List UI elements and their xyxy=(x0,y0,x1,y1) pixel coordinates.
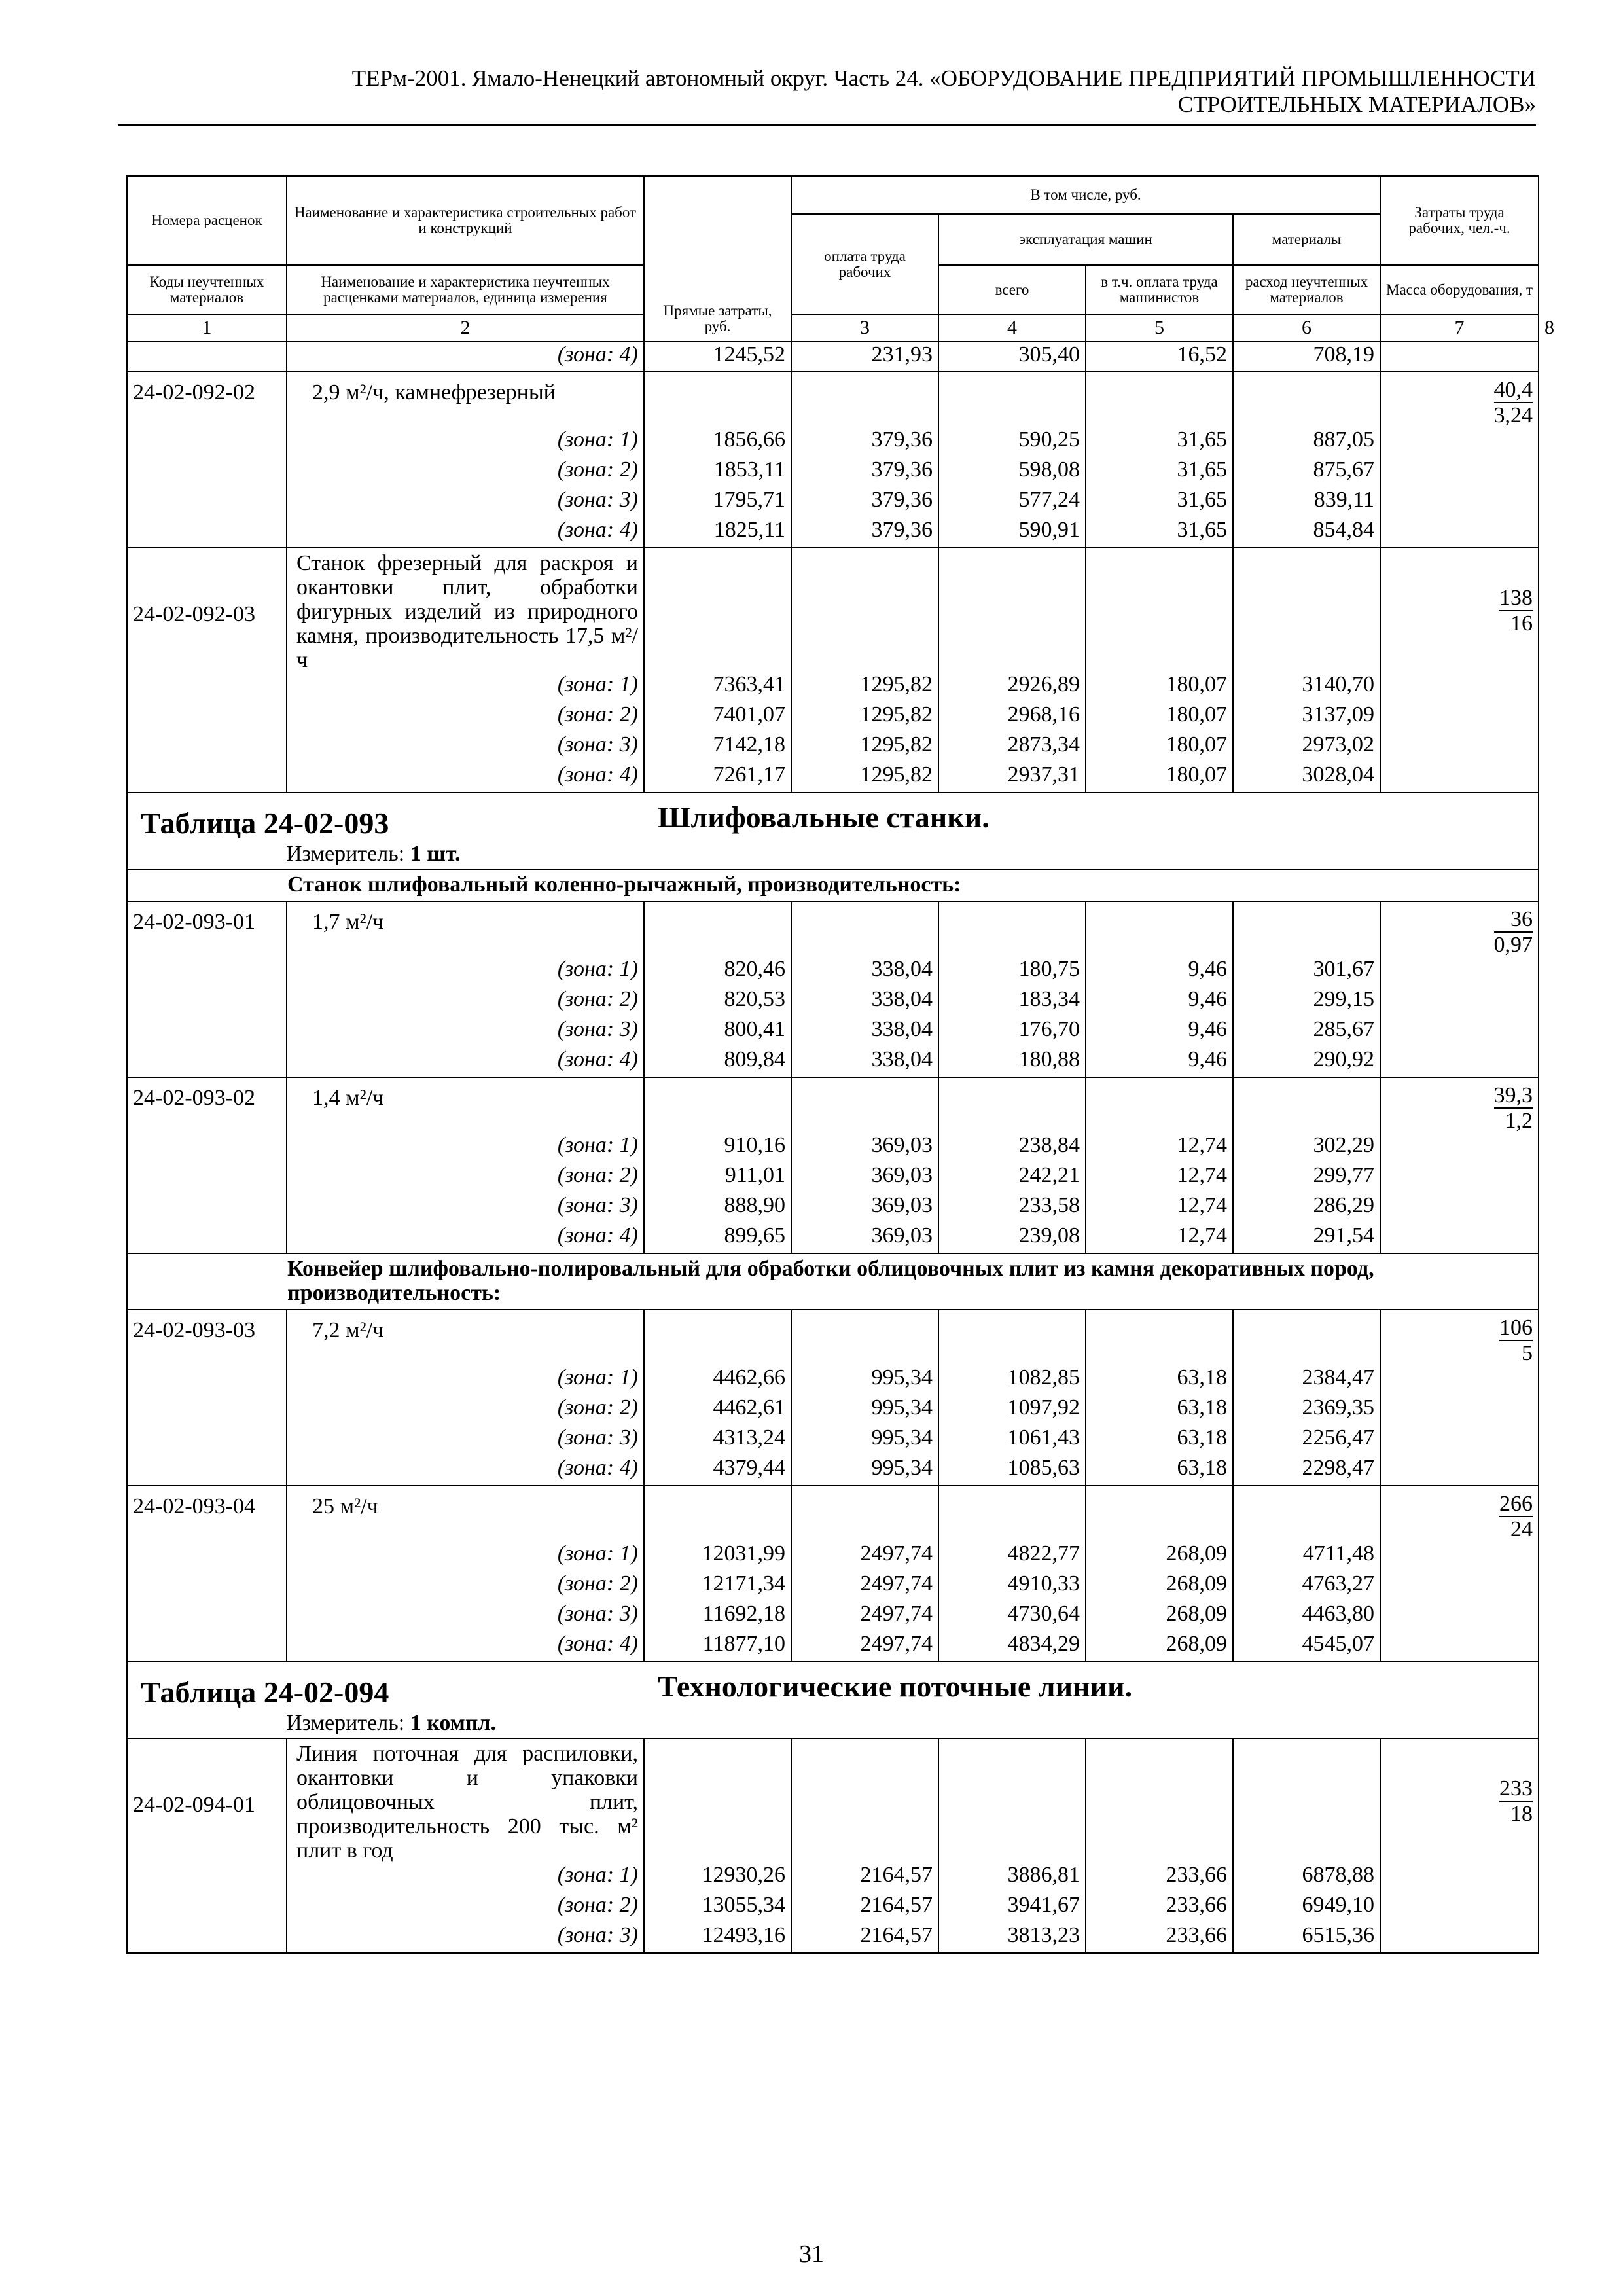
value-cell: 16,52 xyxy=(1086,342,1233,372)
value-cell: 231,93 xyxy=(791,342,938,372)
zone-label: (зона: 2) xyxy=(287,1163,644,1193)
value-cell: 338,04 xyxy=(791,1017,938,1047)
value-cell: 9,46 xyxy=(1086,987,1233,1017)
col-equipment-mass: Масса оборудования, т xyxy=(1380,265,1539,315)
labor-mass-cell xyxy=(1380,372,1539,427)
rate-item-row xyxy=(127,901,1539,957)
value-cell: 12,74 xyxy=(1086,1193,1233,1223)
value-cell: 369,03 xyxy=(791,1193,938,1223)
table-body xyxy=(127,342,1539,1953)
equipment-mass: 24 xyxy=(1510,1517,1533,1541)
value-cell: 369,03 xyxy=(791,1133,938,1163)
value-cell: 290,92 xyxy=(1233,1047,1380,1077)
value-cell: 268,09 xyxy=(1086,1571,1233,1602)
value-cell: 63,18 xyxy=(1086,1426,1233,1456)
value-cell: 12930,26 xyxy=(644,1863,791,1893)
value-cell: 1825,11 xyxy=(644,518,791,548)
value-cell: 180,07 xyxy=(1086,732,1233,762)
value-cell: 4462,61 xyxy=(644,1395,791,1426)
value-cell: 299,15 xyxy=(1233,987,1380,1017)
labor-mass-fraction xyxy=(1494,1083,1533,1133)
value-cell: 4463,80 xyxy=(1233,1602,1380,1632)
value-cell: 12493,16 xyxy=(644,1923,791,1953)
value-cell: 301,67 xyxy=(1233,957,1380,987)
value-cell: 268,09 xyxy=(1086,1541,1233,1571)
value-cell: 239,08 xyxy=(938,1223,1086,1253)
value-cell: 2164,57 xyxy=(791,1863,938,1893)
col-rate-numbers: Номера расценок xyxy=(127,176,287,265)
zone-row xyxy=(127,1923,1539,1953)
value-cell: 708,19 xyxy=(1233,342,1380,372)
zone-row xyxy=(127,1602,1539,1632)
value-cell: 2298,47 xyxy=(1233,1456,1380,1486)
col-materials-usage: расход неучтенных материалов xyxy=(1233,265,1380,315)
value-cell: 800,41 xyxy=(644,1017,791,1047)
value-cell: 31,65 xyxy=(1086,488,1233,518)
value-cell: 6949,10 xyxy=(1233,1893,1380,1923)
rates-table xyxy=(126,175,1555,1954)
value-cell: 2937,31 xyxy=(938,762,1086,793)
zone-row xyxy=(127,702,1539,732)
col-num: 3 xyxy=(791,315,938,342)
value-cell: 2497,74 xyxy=(791,1571,938,1602)
zone-row xyxy=(127,1163,1539,1193)
labor-cost: 40,4 xyxy=(1493,378,1533,402)
rate-name: 1,7 м²/ч xyxy=(287,901,644,957)
col-direct-costs: Прямые затраты, руб. xyxy=(644,176,791,342)
zone-label: (зона: 2) xyxy=(287,1571,644,1602)
value-cell: 9,46 xyxy=(1086,1047,1233,1077)
value-cell: 13055,34 xyxy=(644,1893,791,1923)
zone-label: (зона: 4) xyxy=(287,1456,644,1486)
value-cell: 1856,66 xyxy=(644,427,791,457)
value-cell: 63,18 xyxy=(1086,1456,1233,1486)
value-cell: 820,46 xyxy=(644,957,791,987)
measure xyxy=(141,1711,1533,1735)
value-cell: 1295,82 xyxy=(791,732,938,762)
value-cell: 1061,43 xyxy=(938,1426,1086,1456)
table-title: Таблица 24-02-093 xyxy=(141,806,389,840)
zone-label: (зона: 1) xyxy=(287,1541,644,1571)
value-cell: 379,36 xyxy=(791,457,938,488)
value-cell: 379,36 xyxy=(791,427,938,457)
value-cell: 305,40 xyxy=(938,342,1086,372)
value-cell: 3140,70 xyxy=(1233,672,1380,702)
zone-label: (зона: 1) xyxy=(287,1133,644,1163)
value-cell: 63,18 xyxy=(1086,1365,1233,1395)
value-cell: 6878,88 xyxy=(1233,1863,1380,1893)
value-cell: 910,16 xyxy=(644,1133,791,1163)
value-cell: 875,67 xyxy=(1233,457,1380,488)
value-cell: 2497,74 xyxy=(791,1632,938,1662)
value-cell: 233,58 xyxy=(938,1193,1086,1223)
labor-cost: 233 xyxy=(1499,1776,1533,1801)
value-cell: 2164,57 xyxy=(791,1923,938,1953)
table-title: Таблица 24-02-094 xyxy=(141,1676,389,1709)
rates-table-wrapper xyxy=(126,175,1555,1954)
zone-row xyxy=(127,1193,1539,1223)
zone-label: (зона: 1) xyxy=(287,672,644,702)
value-cell: 4730,64 xyxy=(938,1602,1086,1632)
value-cell: 3886,81 xyxy=(938,1863,1086,1893)
labor-mass-fraction xyxy=(1499,586,1533,636)
column-numbers-row: 1 2 3 4 5 6 7 8 xyxy=(127,315,1539,342)
labor-mass-cell xyxy=(1380,1486,1539,1541)
value-cell: 31,65 xyxy=(1086,457,1233,488)
col-unaccounted-names: Наименование и характеристика неучтенных расценками материалов, единица измерения xyxy=(287,265,644,315)
value-cell: 854,84 xyxy=(1233,518,1380,548)
value-cell: 12031,99 xyxy=(644,1541,791,1571)
value-cell: 3813,23 xyxy=(938,1923,1086,1953)
zone-row xyxy=(127,427,1539,457)
value-cell: 11692,18 xyxy=(644,1602,791,1632)
rate-code: 24-02-094-01 xyxy=(127,1738,287,1863)
value-cell: 12,74 xyxy=(1086,1163,1233,1193)
value-cell: 590,25 xyxy=(938,427,1086,457)
zone-row xyxy=(127,672,1539,702)
value-cell: 4910,33 xyxy=(938,1571,1086,1602)
zone-label: (зона: 2) xyxy=(287,702,644,732)
value-cell: 63,18 xyxy=(1086,1395,1233,1426)
labor-cost: 106 xyxy=(1499,1316,1533,1340)
value-cell: 31,65 xyxy=(1086,427,1233,457)
value-cell: 820,53 xyxy=(644,987,791,1017)
labor-mass-cell xyxy=(1380,548,1539,672)
equipment-mass: 0,97 xyxy=(1493,933,1533,957)
value-cell: 180,88 xyxy=(938,1047,1086,1077)
table-title-row xyxy=(127,1662,1539,1738)
value-cell: 6515,36 xyxy=(1233,1923,1380,1953)
value-cell: 598,08 xyxy=(938,457,1086,488)
group-title: Станок шлифовальный коленно-рычажный, производительность: xyxy=(287,872,961,897)
labor-mass-cell xyxy=(1380,1310,1539,1365)
table-name: Шлифовальные станки. xyxy=(658,800,990,834)
labor-cost: 36 xyxy=(1494,907,1533,933)
value-cell: 899,65 xyxy=(644,1223,791,1253)
labor-cost: 138 xyxy=(1499,585,1533,610)
value-cell: 299,77 xyxy=(1233,1163,1380,1193)
zone-label: (зона: 4) xyxy=(287,1223,644,1253)
zone-label: (зона: 3) xyxy=(287,1923,644,1953)
value-cell: 2369,35 xyxy=(1233,1395,1380,1426)
value-cell: 887,05 xyxy=(1233,427,1380,457)
zone-row xyxy=(127,732,1539,762)
measure-value: 1 компл. xyxy=(410,1711,497,1735)
group-title: Конвейер шлифовально-полировальный для обработки облицовочных плит из камня декоративных пород, производительность: xyxy=(287,1257,1374,1305)
value-cell: 2873,34 xyxy=(938,732,1086,762)
zone-label: (зона: 1) xyxy=(287,1863,644,1893)
value-cell: 369,03 xyxy=(791,1223,938,1253)
value-cell: 285,67 xyxy=(1233,1017,1380,1047)
rate-name: 7,2 м²/ч xyxy=(287,1310,644,1365)
value-cell: 302,29 xyxy=(1233,1133,1380,1163)
zone-label: (зона: 2) xyxy=(287,1395,644,1426)
value-cell: 242,21 xyxy=(938,1163,1086,1193)
rate-code: 24-02-093-02 xyxy=(127,1077,287,1133)
value-cell: 4763,27 xyxy=(1233,1571,1380,1602)
col-unaccounted-codes: Коды неучтенных материалов xyxy=(127,265,287,315)
rate-item-row xyxy=(127,1077,1539,1133)
zone-label: (зона: 3) xyxy=(287,1193,644,1223)
zone-label: (зона: 2) xyxy=(287,457,644,488)
value-cell: 3941,67 xyxy=(938,1893,1086,1923)
col-num: 4 xyxy=(938,315,1086,342)
labor-mass-cell xyxy=(1380,1077,1539,1133)
value-cell: 1082,85 xyxy=(938,1365,1086,1395)
value-cell: 1853,11 xyxy=(644,457,791,488)
page-number: 31 xyxy=(799,2240,824,2268)
value-cell: 238,84 xyxy=(938,1133,1086,1163)
value-cell: 180,07 xyxy=(1086,702,1233,732)
value-cell: 809,84 xyxy=(644,1047,791,1077)
measure xyxy=(141,842,1533,866)
col-rate-names: Наименование и характеристика строительных работ и конструкций xyxy=(287,176,644,265)
value-cell: 9,46 xyxy=(1086,1017,1233,1047)
rate-item-row xyxy=(127,1486,1539,1541)
zone-label: (зона: 4) xyxy=(287,1047,644,1077)
running-header xyxy=(118,65,1536,118)
value-cell: 369,03 xyxy=(791,1163,938,1193)
col-num: 6 xyxy=(1233,315,1380,342)
value-cell: 1795,71 xyxy=(644,488,791,518)
col-total: всего xyxy=(938,265,1086,315)
col-labor-costs: Затраты труда рабочих, чел.-ч. xyxy=(1380,176,1539,265)
rate-code: 24-02-093-03 xyxy=(127,1310,287,1365)
value-cell: 2973,02 xyxy=(1233,732,1380,762)
col-num: 5 xyxy=(1086,315,1233,342)
rate-item-row xyxy=(127,1310,1539,1365)
rate-name: Линия поточная для распиловки, окантовки и упаковки облицовочных плит, производительность 200 тыс. м² плит в год xyxy=(287,1738,644,1863)
rate-name: 2,9 м²/ч, камнефрезерный xyxy=(287,372,644,427)
value-cell: 12,74 xyxy=(1086,1133,1233,1163)
value-cell: 4834,29 xyxy=(938,1632,1086,1662)
rate-code: 24-02-093-01 xyxy=(127,901,287,957)
rate-code: 24-02-092-03 xyxy=(127,548,287,672)
zone-row xyxy=(127,957,1539,987)
value-cell: 291,54 xyxy=(1233,1223,1380,1253)
zone-label: (зона: 3) xyxy=(287,732,644,762)
value-cell: 268,09 xyxy=(1086,1602,1233,1632)
zone-label: (зона: 3) xyxy=(287,1602,644,1632)
zone-label: (зона: 4) xyxy=(287,1632,644,1662)
value-cell: 379,36 xyxy=(791,488,938,518)
value-cell: 3137,09 xyxy=(1233,702,1380,732)
rate-code: 24-02-092-02 xyxy=(127,372,287,427)
rate-name: 25 м²/ч xyxy=(287,1486,644,1541)
labor-mass-fraction xyxy=(1499,1492,1533,1541)
value-cell: 4711,48 xyxy=(1233,1541,1380,1571)
value-cell: 2968,16 xyxy=(938,702,1086,732)
value-cell: 7401,07 xyxy=(644,702,791,732)
value-cell: 4313,24 xyxy=(644,1426,791,1456)
value-cell: 11877,10 xyxy=(644,1632,791,1662)
value-cell: 233,66 xyxy=(1086,1893,1233,1923)
value-cell: 180,07 xyxy=(1086,672,1233,702)
zone-label: (зона: 2) xyxy=(287,1893,644,1923)
value-cell: 2497,74 xyxy=(791,1602,938,1632)
value-cell: 995,34 xyxy=(791,1365,938,1395)
rate-name: 1,4 м²/ч xyxy=(287,1077,644,1133)
zone-label: (зона: 4) xyxy=(287,762,644,793)
zone-label: (зона: 3) xyxy=(287,1426,644,1456)
value-cell: 2384,47 xyxy=(1233,1365,1380,1395)
measure-label: Измеритель: xyxy=(286,842,405,866)
zone-row xyxy=(127,1133,1539,1163)
header-rule xyxy=(118,124,1536,126)
value-cell: 3028,04 xyxy=(1233,762,1380,793)
col-num: 7 xyxy=(1380,315,1539,342)
zone-row xyxy=(127,518,1539,548)
equipment-mass: 16 xyxy=(1510,611,1533,636)
value-cell: 12171,34 xyxy=(644,1571,791,1602)
value-cell: 7261,17 xyxy=(644,762,791,793)
col-in-total: В том числе, руб. xyxy=(791,176,1380,214)
rate-item-row xyxy=(127,548,1539,672)
labor-mass-fraction xyxy=(1494,907,1533,957)
value-cell: 1295,82 xyxy=(791,702,938,732)
equipment-mass: 18 xyxy=(1510,1801,1533,1826)
rate-item-row xyxy=(127,1738,1539,1863)
value-cell: 286,29 xyxy=(1233,1193,1380,1223)
header-line-2: СТРОИТЕЛЬНЫХ МАТЕРИАЛОВ» xyxy=(1177,92,1536,117)
zone-row xyxy=(127,1365,1539,1395)
labor-mass-fraction xyxy=(1499,1316,1533,1365)
value-cell: 379,36 xyxy=(791,518,938,548)
equipment-mass: 5 xyxy=(1522,1341,1533,1365)
value-cell: 180,75 xyxy=(938,957,1086,987)
value-cell: 183,34 xyxy=(938,987,1086,1017)
zone-label: (зона: 1) xyxy=(287,427,644,457)
zone-row xyxy=(127,1632,1539,1662)
value-cell: 839,11 xyxy=(1233,488,1380,518)
value-cell: 995,34 xyxy=(791,1456,938,1486)
value-cell: 176,70 xyxy=(938,1017,1086,1047)
zone-label: (зона: 3) xyxy=(287,488,644,518)
rate-item-row xyxy=(127,372,1539,427)
zone-label: (зона: 4) xyxy=(287,342,644,372)
labor-mass-cell xyxy=(1380,901,1539,957)
value-cell: 233,66 xyxy=(1086,1863,1233,1893)
zone-row xyxy=(127,1395,1539,1426)
value-cell: 268,09 xyxy=(1086,1632,1233,1662)
value-cell: 995,34 xyxy=(791,1426,938,1456)
value-cell: 2926,89 xyxy=(938,672,1086,702)
value-cell: 9,46 xyxy=(1086,957,1233,987)
measure-label: Измеритель: xyxy=(286,1711,405,1735)
value-cell: 338,04 xyxy=(791,987,938,1017)
labor-cost: 39,3 xyxy=(1493,1083,1533,1107)
value-cell: 1085,63 xyxy=(938,1456,1086,1486)
value-cell: 338,04 xyxy=(791,957,938,987)
zone-label: (зона: 3) xyxy=(287,1017,644,1047)
value-cell: 31,65 xyxy=(1086,518,1233,548)
zone-row xyxy=(127,1456,1539,1486)
value-cell: 911,01 xyxy=(644,1163,791,1193)
col-num: 1 xyxy=(127,315,287,342)
zone-row xyxy=(127,1017,1539,1047)
value-cell: 995,34 xyxy=(791,1395,938,1426)
labor-cost: 266 xyxy=(1499,1492,1533,1516)
zone-row xyxy=(127,1223,1539,1253)
zone-row xyxy=(127,987,1539,1017)
value-cell: 4379,44 xyxy=(644,1456,791,1486)
value-cell: 7142,18 xyxy=(644,732,791,762)
zone-row xyxy=(127,488,1539,518)
zone-row xyxy=(127,1863,1539,1893)
measure-value: 1 шт. xyxy=(410,842,461,866)
zone-label: (зона: 1) xyxy=(287,1365,644,1395)
zone-row xyxy=(127,1047,1539,1077)
header-line-1: ТЕРм-2001. Ямало-Ненецкий автономный округ. Часть 24. «ОБОРУДОВАНИЕ ПРЕДПРИЯТИЙ ПРОМЫШЛЕННОСТИ xyxy=(351,65,1536,91)
value-cell: 590,91 xyxy=(938,518,1086,548)
group-row xyxy=(127,869,1539,901)
zone-row xyxy=(127,1426,1539,1456)
zone-label: (зона: 4) xyxy=(287,518,644,548)
labor-mass-fraction xyxy=(1494,378,1533,427)
rate-code: 24-02-093-04 xyxy=(127,1486,287,1541)
col-operators-pay: в т.ч. оплата труда машинистов xyxy=(1086,265,1233,315)
value-cell: 2497,74 xyxy=(791,1541,938,1571)
value-cell: 4822,77 xyxy=(938,1541,1086,1571)
labor-mass-fraction xyxy=(1499,1776,1533,1826)
zone-label: (зона: 1) xyxy=(287,957,644,987)
equipment-mass: 3,24 xyxy=(1493,403,1533,427)
value-cell: 4462,66 xyxy=(644,1365,791,1395)
table-header xyxy=(127,176,1555,342)
value-cell: 338,04 xyxy=(791,1047,938,1077)
table-title-row xyxy=(127,793,1539,869)
value-cell: 2256,47 xyxy=(1233,1426,1380,1456)
zone-row xyxy=(127,762,1539,793)
zone-row xyxy=(127,1893,1539,1923)
rate-name: Станок фрезерный для раскроя и окантовки плит, обработки фигурных изделий из природного камня, производительность 17,5 м²/ч xyxy=(287,548,644,672)
table-name: Технологические поточные линии. xyxy=(658,1670,1133,1703)
group-row xyxy=(127,1253,1539,1310)
zone-row xyxy=(127,457,1539,488)
value-cell: 1097,92 xyxy=(938,1395,1086,1426)
zone-label: (зона: 2) xyxy=(287,987,644,1017)
zone-row xyxy=(127,1541,1539,1571)
col-workers-pay: оплата труда рабочих xyxy=(791,214,938,315)
col-num: 2 xyxy=(287,315,644,342)
value-cell: 4545,07 xyxy=(1233,1632,1380,1662)
zone-row xyxy=(127,1571,1539,1602)
value-cell: 7363,41 xyxy=(644,672,791,702)
value-cell: 12,74 xyxy=(1086,1223,1233,1253)
col-machine-ops: эксплуатация машин xyxy=(938,214,1233,265)
value-cell: 180,07 xyxy=(1086,762,1233,793)
equipment-mass: 1,2 xyxy=(1505,1109,1533,1133)
value-cell: 2164,57 xyxy=(791,1893,938,1923)
value-cell: 888,90 xyxy=(644,1193,791,1223)
col-materials: материалы xyxy=(1233,214,1380,265)
value-cell: 233,66 xyxy=(1086,1923,1233,1953)
value-cell: 577,24 xyxy=(938,488,1086,518)
value-cell: 1295,82 xyxy=(791,672,938,702)
value-cell: 1245,52 xyxy=(644,342,791,372)
labor-mass-cell xyxy=(1380,1738,1539,1863)
carry-over-row xyxy=(127,342,1539,372)
value-cell: 1295,82 xyxy=(791,762,938,793)
